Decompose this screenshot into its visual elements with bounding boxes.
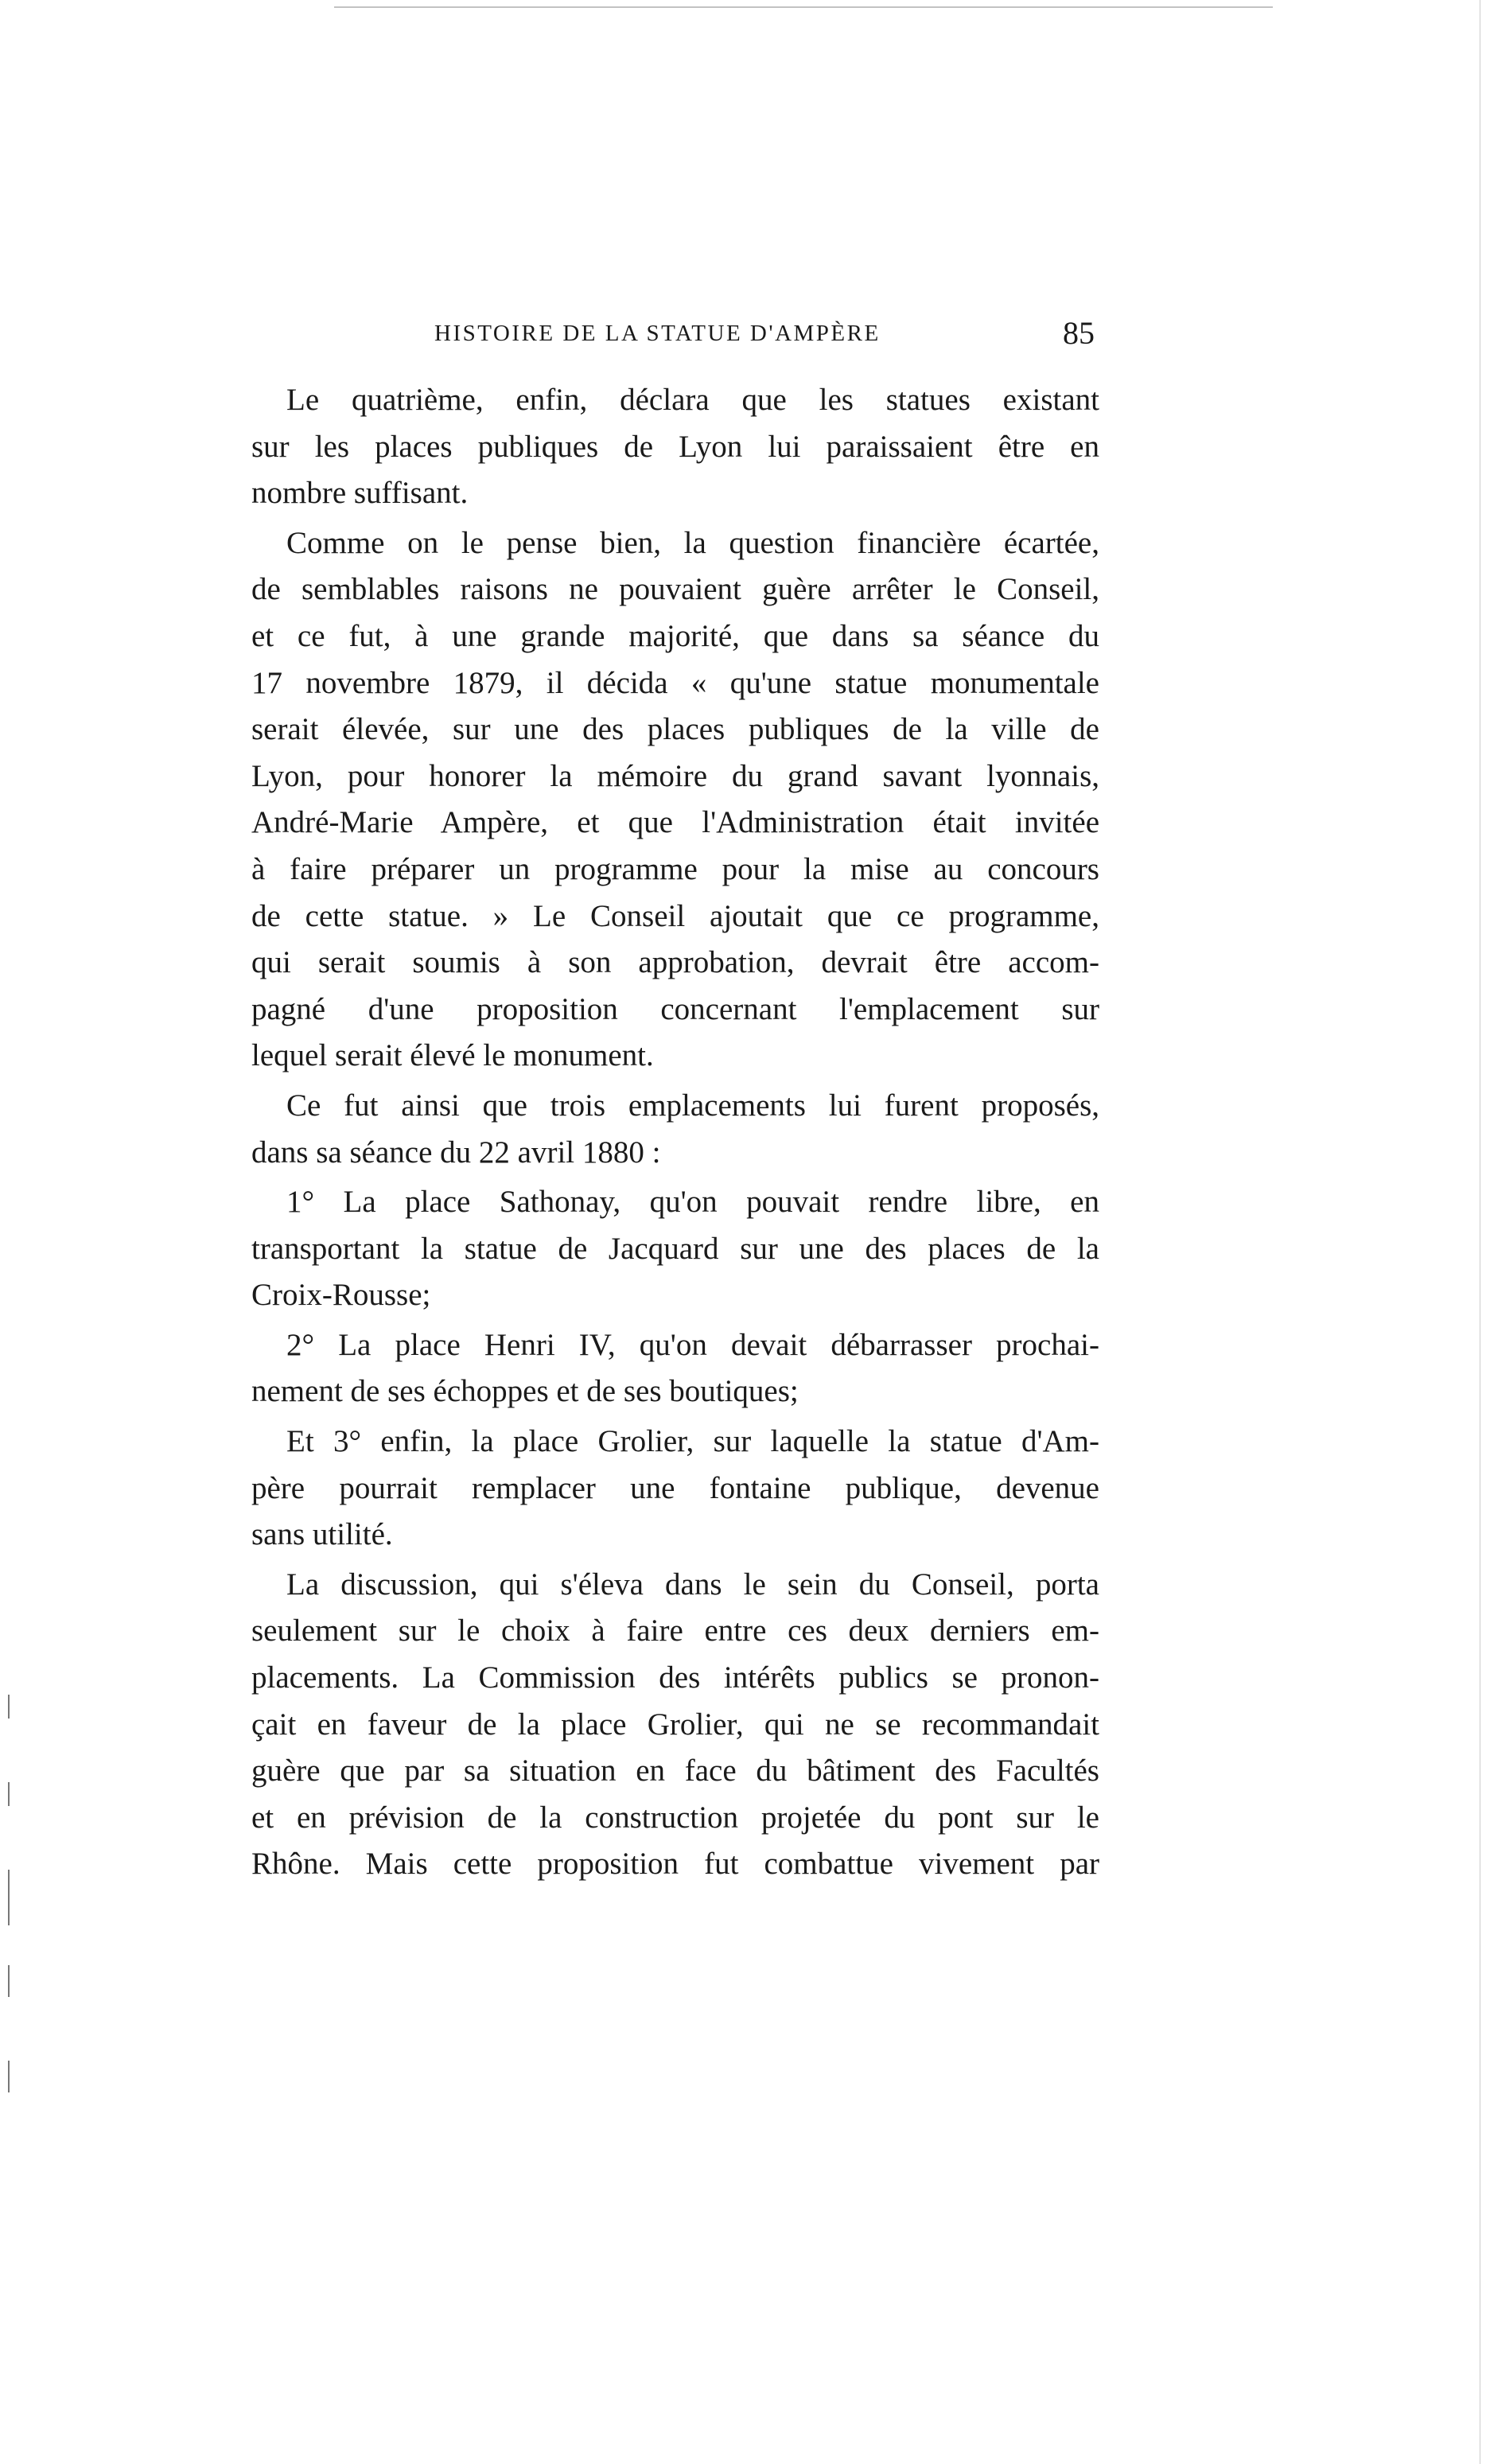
paragraph (251, 1179, 1099, 1319)
text-line: Croix-Rousse; (251, 1278, 431, 1313)
paragraph (251, 1419, 1099, 1559)
text-line: de semblables raisons ne pouvaient guère arrêter le Conseil, (251, 572, 1099, 607)
paragraph (251, 1562, 1099, 1888)
text-line: serait élevée, sur une des places publiques de la ville de (251, 712, 1099, 747)
text-line: Comme on le pense bien, la question financière écartée, (286, 525, 1099, 560)
text-line: père pourrait remplacer une fontaine publique, devenue (251, 1470, 1099, 1505)
text-line: Le quatrième, enfin, déclara que les statues existant (286, 383, 1099, 417)
running-title: HISTOIRE DE LA STATUE D'AMPÈRE (434, 321, 881, 346)
text-line: placements. La Commission des intérêts publics se pronon- (251, 1660, 1099, 1695)
text-line: Lyon, pour honorer la mémoire du grand savant lyonnais, (251, 758, 1099, 793)
text-line: dans sa séance du 22 avril 1880 : (251, 1135, 661, 1170)
scan-margin-mark (8, 1782, 10, 1806)
paragraph (251, 1322, 1099, 1415)
scan-top-edge (334, 6, 1273, 8)
text-line: 17 novembre 1879, il décida « qu'une statue monumentale (251, 665, 1099, 700)
text-line: qui serait soumis à son approbation, devrait être accom- (251, 945, 1099, 980)
page-number: 85 (1063, 315, 1095, 351)
text-line: sans utilité. (251, 1517, 393, 1552)
text-line: çait en faveur de la place Grolier, qui ne se recommandait (251, 1707, 1099, 1742)
text-line: et ce fut, à une grande majorité, que dans sa séance du (251, 618, 1099, 653)
text-line: guère que par sa situation en face du bâtiment des Facultés (251, 1754, 1099, 1789)
text-line: Et 3° enfin, la place Grolier, sur laquelle la statue d'Am- (286, 1424, 1099, 1459)
text-line: transportant la statue de Jacquard sur une des places de la (251, 1231, 1099, 1266)
text-line: lequel serait élevé le monument. (251, 1038, 654, 1073)
paragraph (251, 1083, 1099, 1176)
text-line: Rhône. Mais cette proposition fut combattue vivement par (251, 1847, 1099, 1882)
scan-margin-mark (8, 1870, 10, 1925)
paragraph (251, 377, 1099, 517)
scan-margin-mark (8, 1965, 10, 1997)
text-line: seulement sur le choix à faire entre ces deux derniers em- (251, 1613, 1099, 1649)
paragraph (251, 520, 1099, 1080)
text-line: André-Marie Ampère, et que l'Administration était invitée (251, 805, 1099, 840)
text-line: 1° La place Sathonay, qu'on pouvait rendre libre, en (286, 1185, 1099, 1220)
text-line: nombre suffisant. (251, 476, 469, 511)
scan-margin-mark (8, 2061, 10, 2092)
text-line: de cette statue. » Le Conseil ajoutait que ce programme, (251, 898, 1099, 933)
text-line: à faire préparer un programme pour la mise au concours (251, 851, 1099, 886)
text-line: sur les places publiques de Lyon lui paraissaient être en (251, 429, 1099, 464)
text-line: Ce fut ainsi que trois emplacements lui furent proposés, (286, 1088, 1099, 1123)
page-body (251, 377, 1099, 1891)
text-line: La discussion, qui s'éleva dans le sein du Conseil, porta (286, 1567, 1099, 1602)
text-line: et en prévision de la construction projetée du pont sur le (251, 1800, 1099, 1835)
page-header (251, 314, 1099, 354)
text-line: pagné d'une proposition concernant l'emplacement sur (251, 991, 1099, 1026)
text-line: nement de ses échoppes et de ses boutiques; (251, 1374, 799, 1409)
scan-margin-mark (8, 1695, 10, 1719)
text-line: 2° La place Henri IV, qu'on devait débarrasser prochai- (286, 1327, 1099, 1362)
